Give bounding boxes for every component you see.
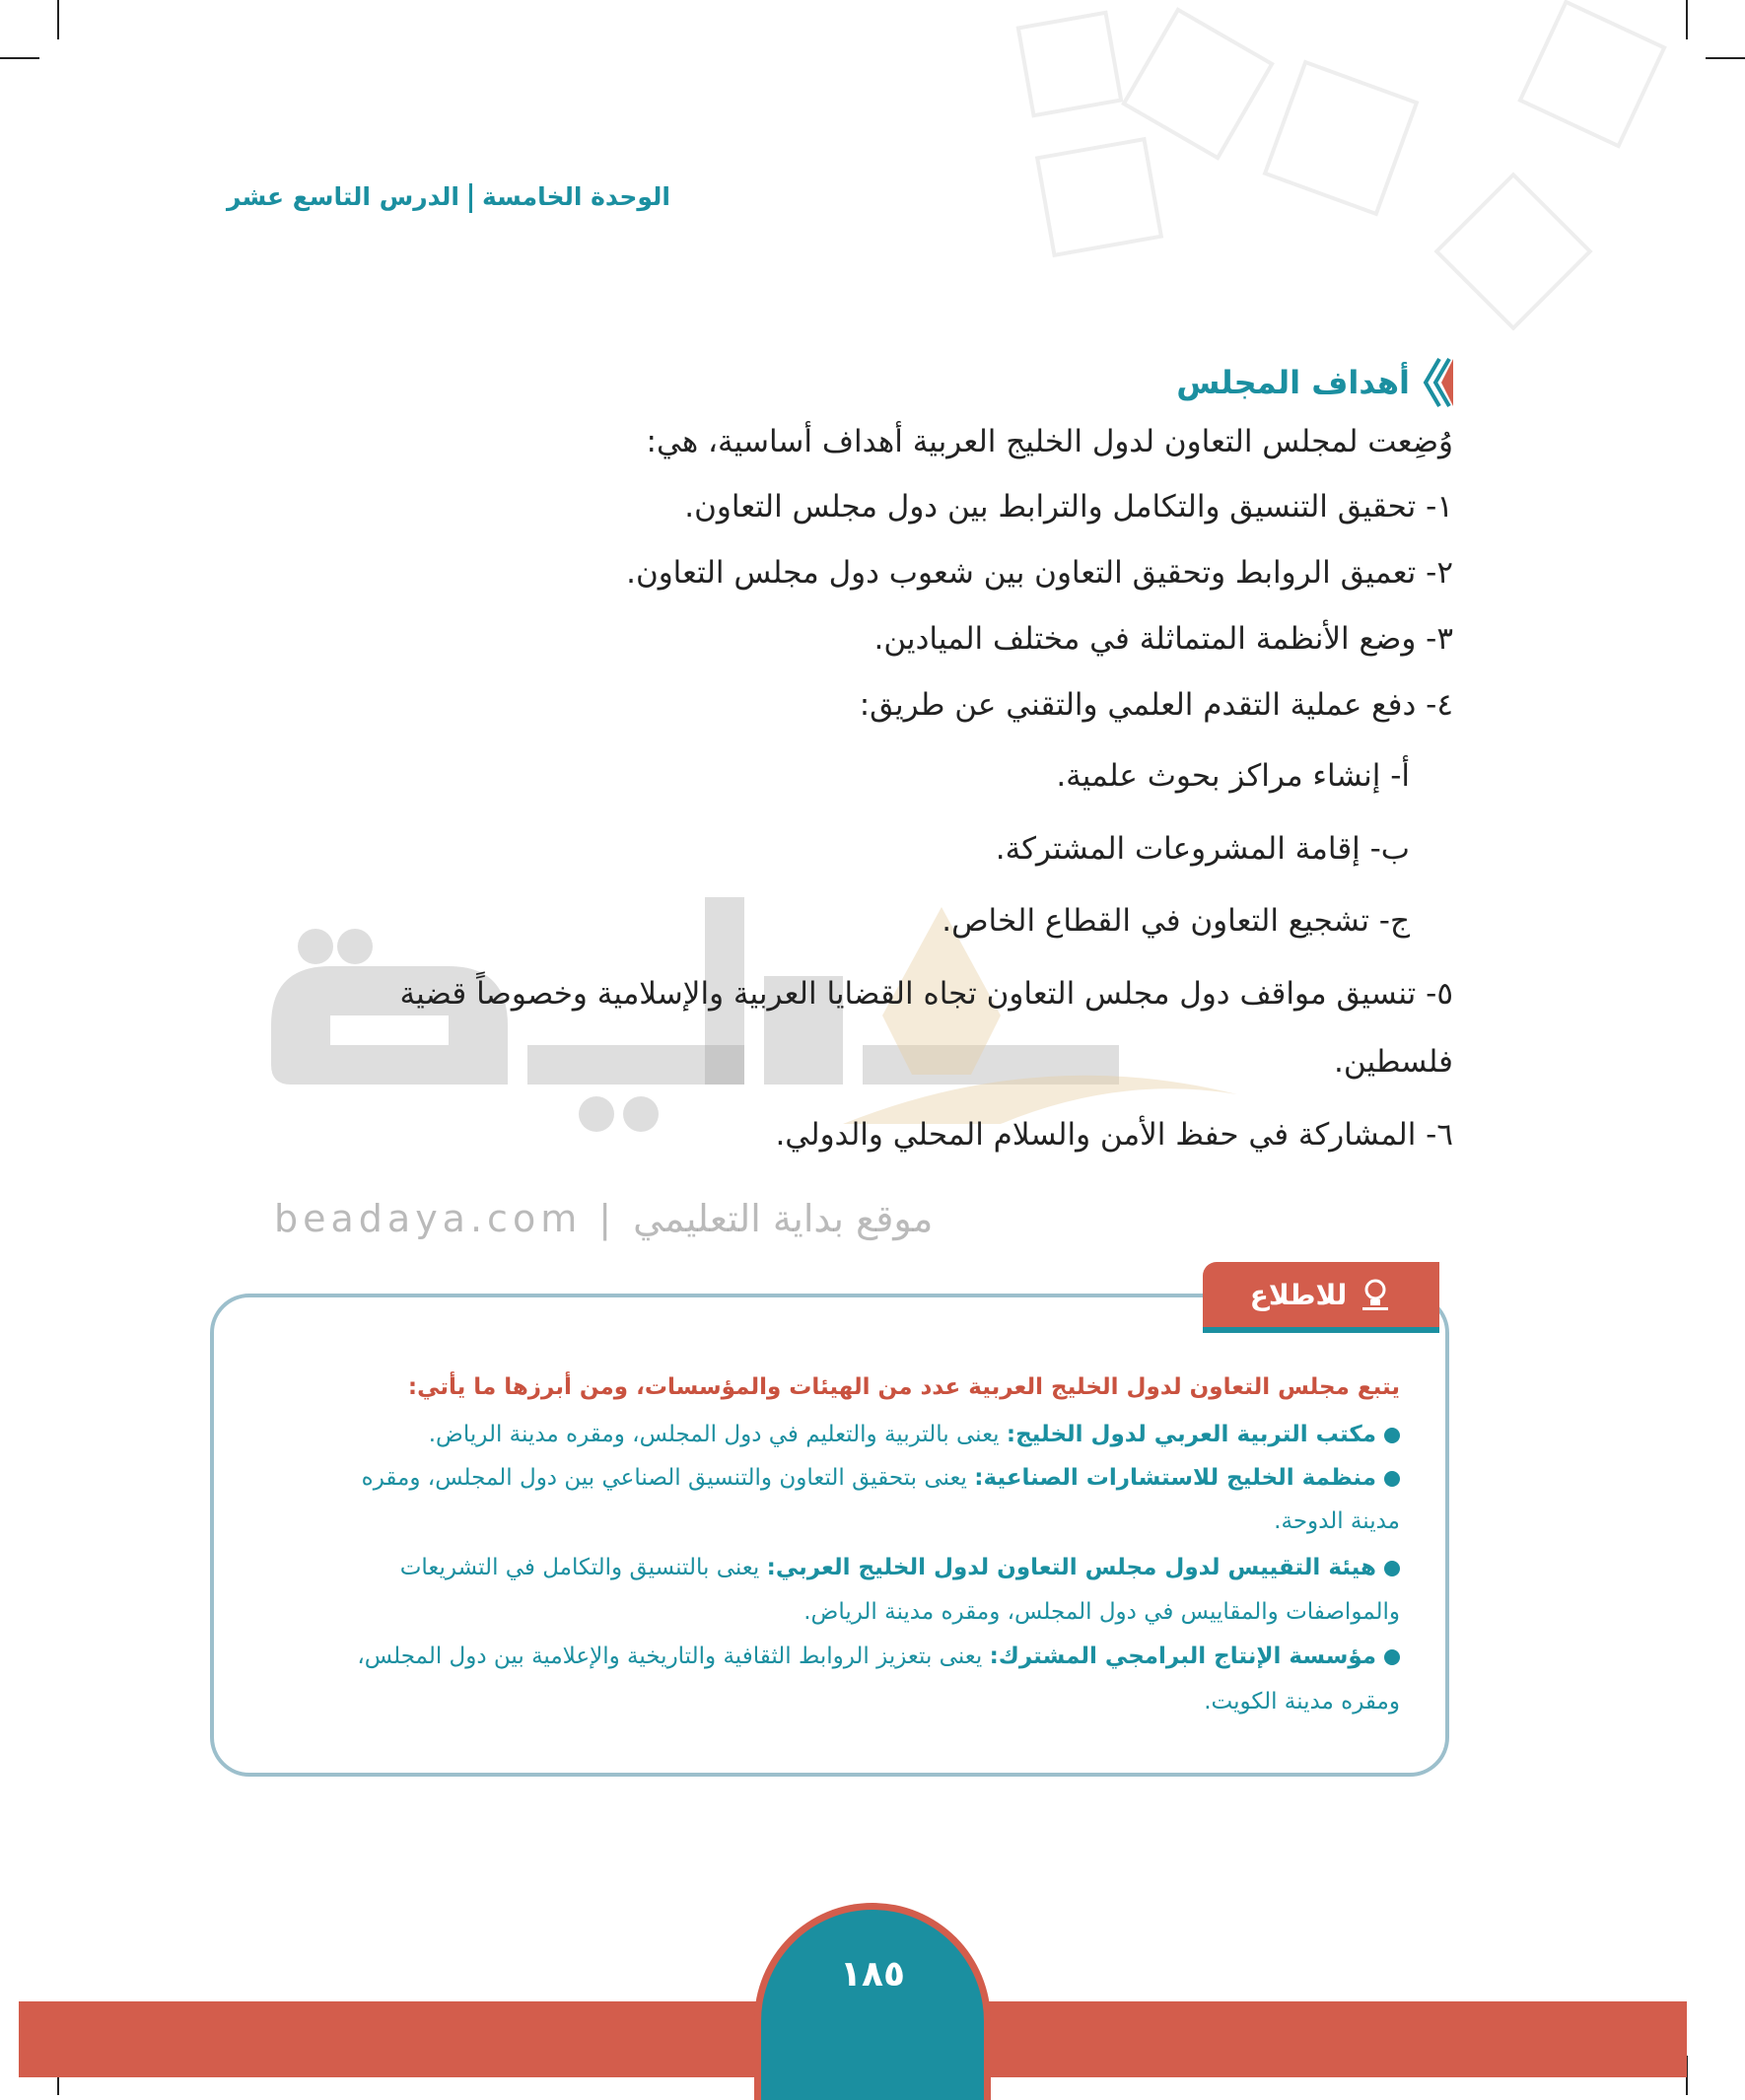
bullet-icon bbox=[1384, 1561, 1400, 1576]
bullet-icon bbox=[1384, 1428, 1400, 1443]
crop-mark bbox=[57, 0, 59, 39]
info-entry: منظمة الخليج للاستشارات الصناعية: يعنى بتحقيق التعاون والتنسيق الصناعي بين دول المجلس، ومقره bbox=[362, 1465, 1400, 1491]
list-item: ٤- دفع عملية التقدم العلمي والتقني عن طريق: bbox=[859, 687, 1453, 723]
lesson-label: الدرس التاسع عشر bbox=[227, 182, 459, 211]
unit-label: الوحدة الخامسة bbox=[482, 182, 670, 211]
watermark-site: beadaya.com | موقع بداية التعليمي bbox=[274, 1197, 934, 1240]
info-entry: مؤسسة الإنتاج البرامجي المشترك: يعنى بتعزيز الروابط الثقافية والتاريخية والإعلامية بين دول المجلس، bbox=[357, 1644, 1400, 1669]
decorative-pattern bbox=[986, 0, 1735, 335]
info-entry-cont: والمواصفات والمقاييس في دول المجلس، ومقره مدينة الرياض. bbox=[803, 1599, 1400, 1625]
breadcrumb bbox=[197, 182, 670, 213]
list-item: ٥- تنسيق مواقف دول مجلس التعاون تجاه القضايا العربية والإسلامية وخصوصاً قضية bbox=[399, 976, 1453, 1012]
lightbulb-icon bbox=[1359, 1276, 1392, 1313]
double-chevron-icon bbox=[1418, 355, 1453, 410]
bullet-icon bbox=[1384, 1471, 1400, 1487]
list-item: ٢- تعميق الروابط وتحقيق التعاون بين شعوب دول مجلس التعاون. bbox=[626, 555, 1453, 591]
sub-item: ب- إقامة المشروعات المشتركة. bbox=[995, 831, 1410, 867]
page-number: ١٨٥ bbox=[754, 1903, 991, 2100]
info-badge-label: للاطلاع bbox=[1249, 1278, 1348, 1311]
info-entry: هيئة التقييس لدول مجلس التعاون لدول الخليج العربي: يعنى بالتنسيق والتكامل في التشريعات bbox=[400, 1555, 1400, 1580]
list-item: ٦- المشاركة في حفظ الأمن والسلام المحلي والدولي. bbox=[775, 1117, 1453, 1153]
list-item: ١- تحقيق التنسيق والتكامل والترابط بين دول مجلس التعاون. bbox=[684, 489, 1453, 525]
info-entry-cont: مدينة الدوحة. bbox=[1274, 1508, 1400, 1534]
list-item: ٣- وضع الأنظمة المتماثلة في مختلف الميادين. bbox=[873, 621, 1453, 657]
info-entry-cont: ومقره مدينة الكويت. bbox=[1204, 1689, 1400, 1715]
section-title-text: أهداف المجلس bbox=[1176, 364, 1410, 401]
info-lead: يتبع مجلس التعاون لدول الخليج العربية عدد من الهيئات والمؤسسات، ومن أبرزها ما يأتي: bbox=[407, 1374, 1400, 1400]
crop-mark bbox=[0, 57, 39, 59]
bullet-icon bbox=[1384, 1649, 1400, 1665]
sub-item: ج- تشجيع التعاون في القطاع الخاص. bbox=[942, 903, 1410, 939]
info-badge bbox=[1203, 1262, 1439, 1333]
section-title bbox=[1176, 355, 1453, 410]
list-item-continuation: فلسطين. bbox=[1334, 1044, 1453, 1080]
intro-text: وُضِعت لمجلس التعاون لدول الخليج العربية أهداف أساسية، هي: bbox=[646, 424, 1453, 459]
sub-item: أ- إنشاء مراكز بحوث علمية. bbox=[1056, 758, 1410, 794]
divider bbox=[469, 183, 472, 213]
info-entry: مكتب التربية العربي لدول الخليج: يعنى بالتربية والتعليم في دول المجلس، ومقره مدينة الرياض. bbox=[429, 1422, 1400, 1447]
